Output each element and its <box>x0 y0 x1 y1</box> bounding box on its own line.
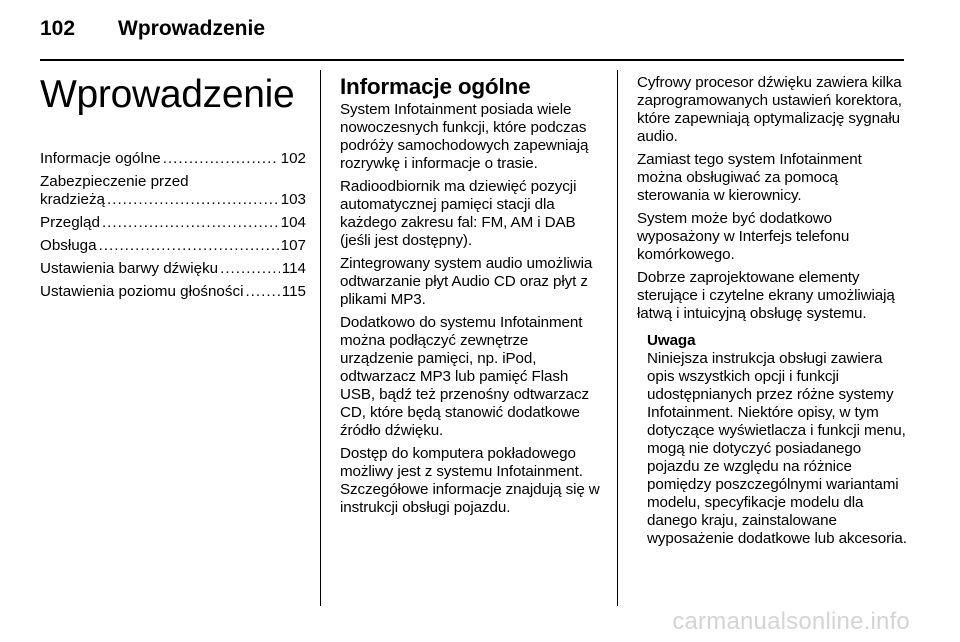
toc-leader-dots <box>102 214 279 232</box>
toc-entry-label: Ustawienia barwy dźwięku <box>40 260 219 277</box>
body-paragraph: Zamiast tego system Infotainment można obsługiwać za pomocą sterowania w kierownicy. <box>637 151 862 204</box>
toc-entry-label: Przegląd <box>40 214 100 231</box>
right-column <box>637 70 907 548</box>
column-divider-1 <box>320 70 321 606</box>
header-rule <box>40 59 904 61</box>
toc-entry[interactable] <box>40 150 306 168</box>
body-paragraph: Cyfrowy procesor dźwięku zawiera kilka zaprogramowanych ustawień korektora, które zapewniają optymalizację sygnału audio. <box>637 74 902 145</box>
toc-entry-label-line1: Zabezpieczenie przed <box>40 173 189 190</box>
column-divider-2 <box>617 70 618 606</box>
toc-entry[interactable] <box>40 237 306 255</box>
toc-entry[interactable] <box>40 173 306 209</box>
running-header <box>40 17 265 47</box>
toc-entry-label: Obsługa <box>40 237 97 254</box>
toc-leader-dots <box>99 237 279 255</box>
toc-entry[interactable] <box>40 260 306 278</box>
toc-leader-dots <box>245 283 279 301</box>
running-chapter-title: Wprowadzenie <box>118 17 266 40</box>
toc-leader-dots <box>107 191 279 209</box>
toc-entry-label: Ustawienia poziomu głośności <box>40 283 244 300</box>
toc-leader-dots <box>163 150 279 168</box>
note-text: Niniejsza instrukcja obsługi zawiera opis wszystkich opcji i funkcji udostępnianych przez różne systemy Infotainment. Niektóre opisy, w tym dotyczące wyświetlacza i funkcji menu, mogą nie dotyczyć posiadanego pojazdu ze względu na różnice pomiędzy poszczególnymi wariantami modelu, specyfikacje modelu dla danego kraju, zainstalowane wyposażenie dodatkowe lub akcesoria. <box>647 350 907 547</box>
toc-entry-page: 115 <box>281 283 306 300</box>
note-title: Uwaga <box>647 332 696 349</box>
body-paragraph: System może być dodatkowo wyposażony w Interfejs telefonu komórkowego. <box>637 210 850 263</box>
toc-entry[interactable] <box>40 214 306 232</box>
toc-entry-page: 114 <box>281 260 306 277</box>
body-paragraph: Dodatkowo do systemu Infotainment można podłączyć zewnętrze urządzenie pamięci, np. iPod, odtwarzacz MP3 lub pamięć Flash USB, bądź też przenośny odtwarzacz CD, które będą stanowić dodatkowe źródło dźwięku. <box>340 314 590 439</box>
toc-entry-label: kradzieżą <box>40 191 105 208</box>
chapter-title: Wprowadzenie <box>40 73 295 116</box>
left-column <box>40 70 306 306</box>
section-heading: Informacje ogólne <box>340 74 531 99</box>
body-paragraph: System Infotainment posiada wiele nowoczesnych funkcji, które podczas podróży samochodowych zapewniają rozrywkę i informacje o trasie. <box>340 101 589 172</box>
toc-entry-page: 102 <box>280 150 306 167</box>
body-paragraph: Radioodbiornik ma dziewięć pozycji automatycznej pamięci stacji dla każdego zakresu fal: FM, AM i DAB (jeśli jest dostępny). <box>340 178 577 249</box>
body-paragraph: Dostęp do komputera pokładowego możliwy jest z systemu Infotainment. Szczegółowe informacje znajdują się w instrukcji obsługi pojazdu. <box>340 445 600 516</box>
toc-entry-page: 104 <box>280 214 306 231</box>
toc-leader-dots <box>220 260 280 278</box>
middle-column <box>340 70 602 517</box>
body-paragraph: Zintegrowany system audio umożliwia odtwarzanie płyt Audio CD oraz płyt z plikami MP3. <box>340 255 593 308</box>
toc-entry-label: Informacje ogólne <box>40 150 161 167</box>
note-box <box>637 332 907 548</box>
toc-entry[interactable] <box>40 283 306 301</box>
toc-entry-page: 103 <box>280 191 306 208</box>
table-of-contents <box>40 150 306 301</box>
body-paragraph: Dobrze zaprojektowane elementy sterujące i czytelne ekrany umożliwiają łatwą i intuicyjną obsługę systemu. <box>637 269 895 322</box>
watermark: carmanualsonline.info <box>672 608 910 635</box>
page-number: 102 <box>40 17 76 40</box>
toc-entry-page: 107 <box>280 237 306 254</box>
